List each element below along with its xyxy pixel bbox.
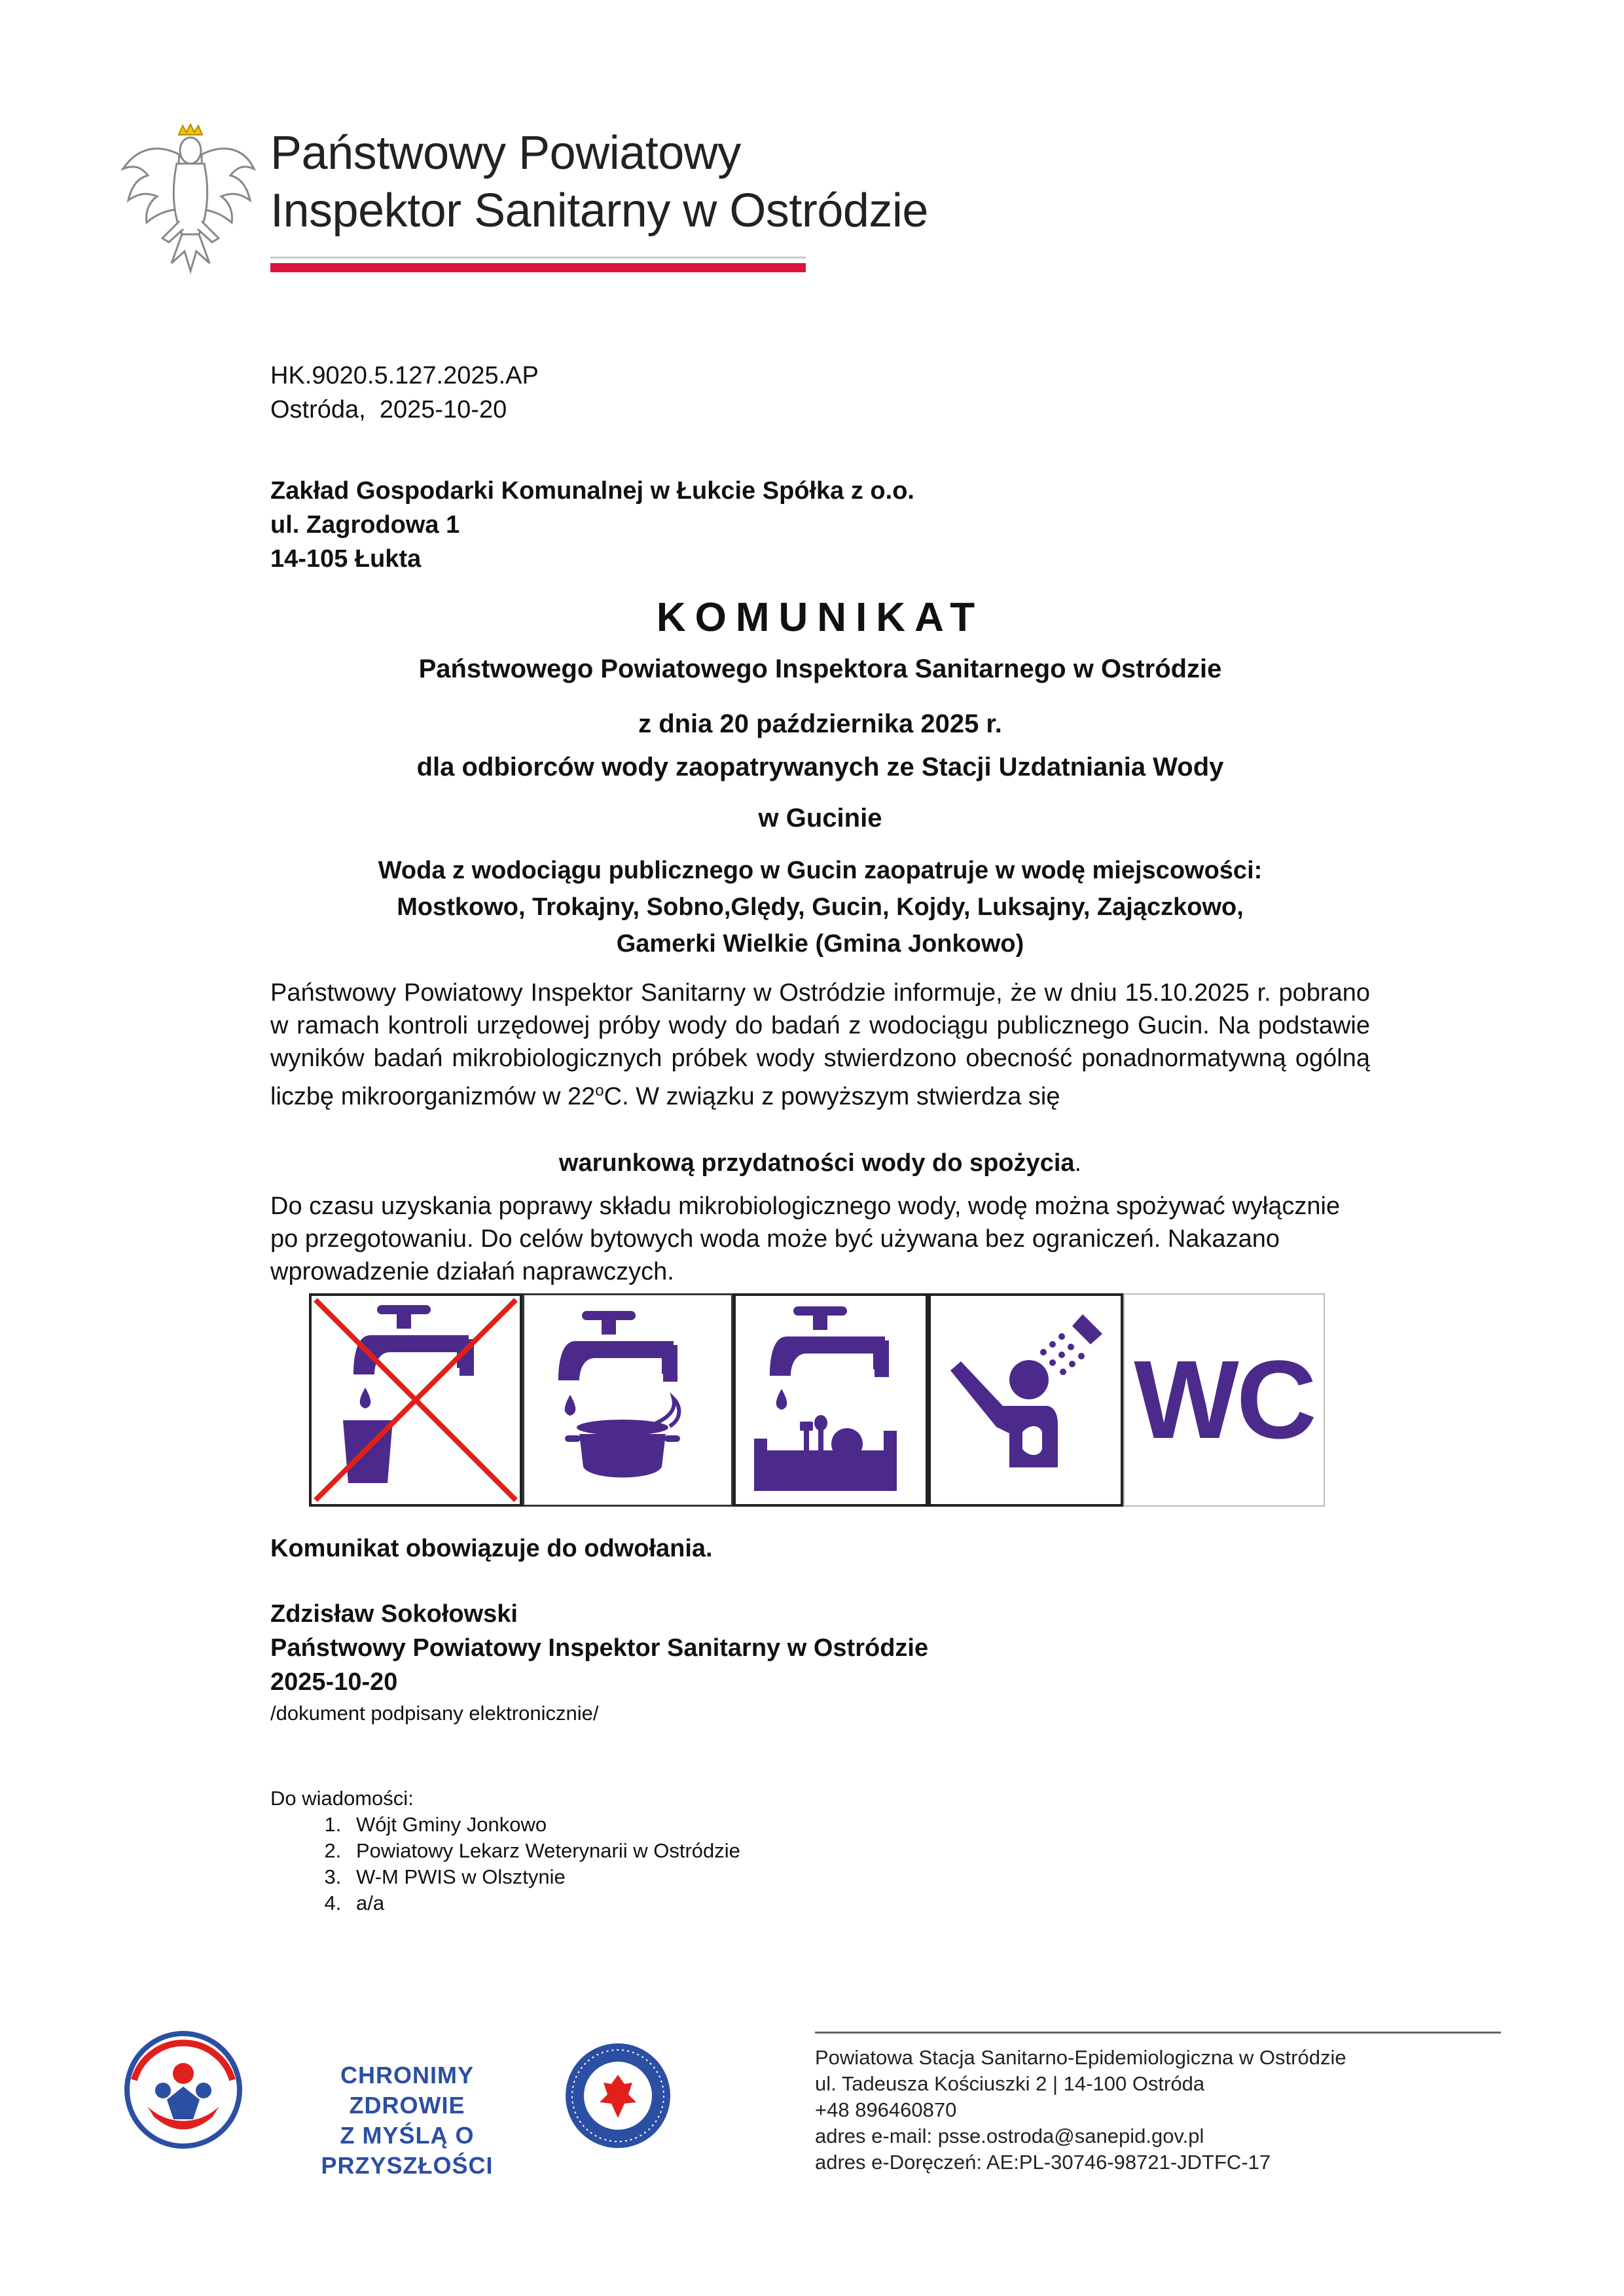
footer-station-name: Powiatowa Stacja Sanitarno-Epidemiologiczna w Ostródzie: [815, 2046, 1346, 2069]
body-paragraph-1-part2: C. W związku z powyższym stwierdza się: [604, 1083, 1060, 1111]
notice-date: z dnia 20 października 2025 r.: [638, 709, 1002, 738]
reference-number: HK.9020.5.127.2025.AP: [270, 362, 539, 389]
water-usage-pictograms: [309, 1293, 1325, 1507]
distribution-list: [308, 1812, 740, 1916]
validity-note: Komunikat obowiązuje do odwołania.: [270, 1535, 713, 1562]
header-divider-gray: [270, 257, 806, 259]
list-item: 3. W-M PWIS w Olsztynie: [347, 1864, 740, 1890]
list-item: 4. a/a: [347, 1890, 740, 1916]
place-date: Ostróda, 2025-10-20: [270, 396, 507, 423]
institution-title-line1: Państwowy Powiatowy: [270, 127, 741, 179]
signature-note: /dokument podpisany elektronicznie/: [270, 1702, 599, 1725]
body-paragraph-2: Do czasu uzyskania poprawy składu mikrobiologicznego wody, wodę można spożywać wyłącznie po przegotowaniu. Do celów bytowych woda może być używana bez ograniczeń. Nakazano wprowadzenie działań naprawczych.: [270, 1193, 1341, 1285]
supply-line2: Mostkowo, Trokajny, Sobno,Ględy, Gucin, Kojdy, Luksajny, Zajączkowo,: [397, 893, 1244, 921]
no-drinking-tap-water-icon: [309, 1293, 522, 1507]
signer-date: 2025-10-20: [270, 1668, 398, 1696]
recipient-address: [270, 474, 914, 576]
degree-superscript: o: [595, 1082, 604, 1100]
signer-name: Zdzisław Sokołowski: [270, 1600, 518, 1628]
recipient-line2: ul. Zagrodowa 1: [270, 511, 460, 539]
footer-edelivery: adres e-Doręczeń: AE:PL-30746-98721-JDTFC-17: [815, 2151, 1271, 2174]
list-item: 2. Powiatowy Lekarz Weterynarii w Ostródzie: [347, 1838, 740, 1864]
distribution-label: Do wiadomości:: [270, 1787, 414, 1810]
shower-icon: [928, 1293, 1123, 1507]
institution-title: [270, 124, 928, 240]
supply-area: [270, 852, 1370, 962]
audience-line1: dla odbiorców wody zaopatrywanych ze Stacji Uzdatniania Wody: [416, 753, 1224, 781]
polish-eagle-emblem-icon: [117, 123, 257, 275]
footer-contact: [815, 2045, 1346, 2176]
recipient-line1: Zakład Gospodarki Komunalnej w Łukcie Spółka z o.o.: [270, 477, 914, 505]
footer-phone: +48 896460870: [815, 2098, 957, 2121]
chronimy-zdrowie-logo-icon: [121, 2028, 245, 2152]
wc-label: WC: [1134, 1338, 1314, 1462]
audience-line2: w Gucinie: [758, 804, 882, 833]
slogan-line1: CHRONIMY ZDROWIE: [340, 2062, 474, 2119]
recipient-line3: 14-105 Łukta: [270, 545, 422, 573]
footer-slogan: [289, 2060, 525, 2181]
body-paragraph-1-part1: Państwowy Powiatowy Inspektor Sanitarny w Ostródzie informuje, że w dniu 15.10.2025 r. pobrano w ramach kontroli urzędowej próby wody do badań z wodociągu publicznego Gucin. Na podstawie wyników badań mikrobiologicznych próbek wody stwierdzono obecność ponadnormatywną ogólną liczbę mikroorganizmów w 22: [270, 979, 1370, 1111]
supply-line1: Woda z wodociągu publicznego w Gucin zaopatruje w wodę miejscowości:: [378, 857, 1263, 884]
slogan-line2: Z MYŚLĄ O PRZYSZŁOŚCI: [321, 2122, 494, 2179]
footer-email: adres e-mail: psse.ostroda@sanepid.gov.pl: [815, 2125, 1204, 2147]
body-paragraph-1: [270, 977, 1370, 1113]
header-divider-red: [270, 263, 806, 272]
issuer-line: Państwowego Powiatowego Inspektora Sanitarnego w Ostródzie: [418, 655, 1222, 683]
footer-address: ul. Tadeusza Kościuszki 2 | 14-100 Ostróda: [815, 2072, 1205, 2095]
panstwowa-inspekcja-sanitarna-badge-icon: [564, 2042, 672, 2150]
signer-title: Państwowy Powiatowy Inspektor Sanitarny w Ostródzie: [270, 1634, 929, 1662]
document-meta: [270, 359, 539, 427]
institution-title-line2: Inspektor Sanitarny w Ostródzie: [270, 185, 928, 237]
verdict-line: [270, 1147, 1370, 1179]
document-heading: KOMUNIKAT: [656, 595, 984, 640]
footer-divider: [815, 2032, 1501, 2034]
signature-block: [270, 1597, 928, 1699]
boil-water-icon: [522, 1293, 733, 1507]
wc-icon: [1123, 1293, 1325, 1507]
verdict-text: warunkową przydatności wody do spożycia: [558, 1149, 1075, 1177]
list-item: 1. Wójt Gminy Jonkowo: [347, 1812, 740, 1838]
dishwashing-icon: [733, 1293, 928, 1507]
verdict-punct: .: [1074, 1149, 1082, 1177]
supply-line3: Gamerki Wielkie (Gmina Jonkowo): [616, 930, 1024, 958]
